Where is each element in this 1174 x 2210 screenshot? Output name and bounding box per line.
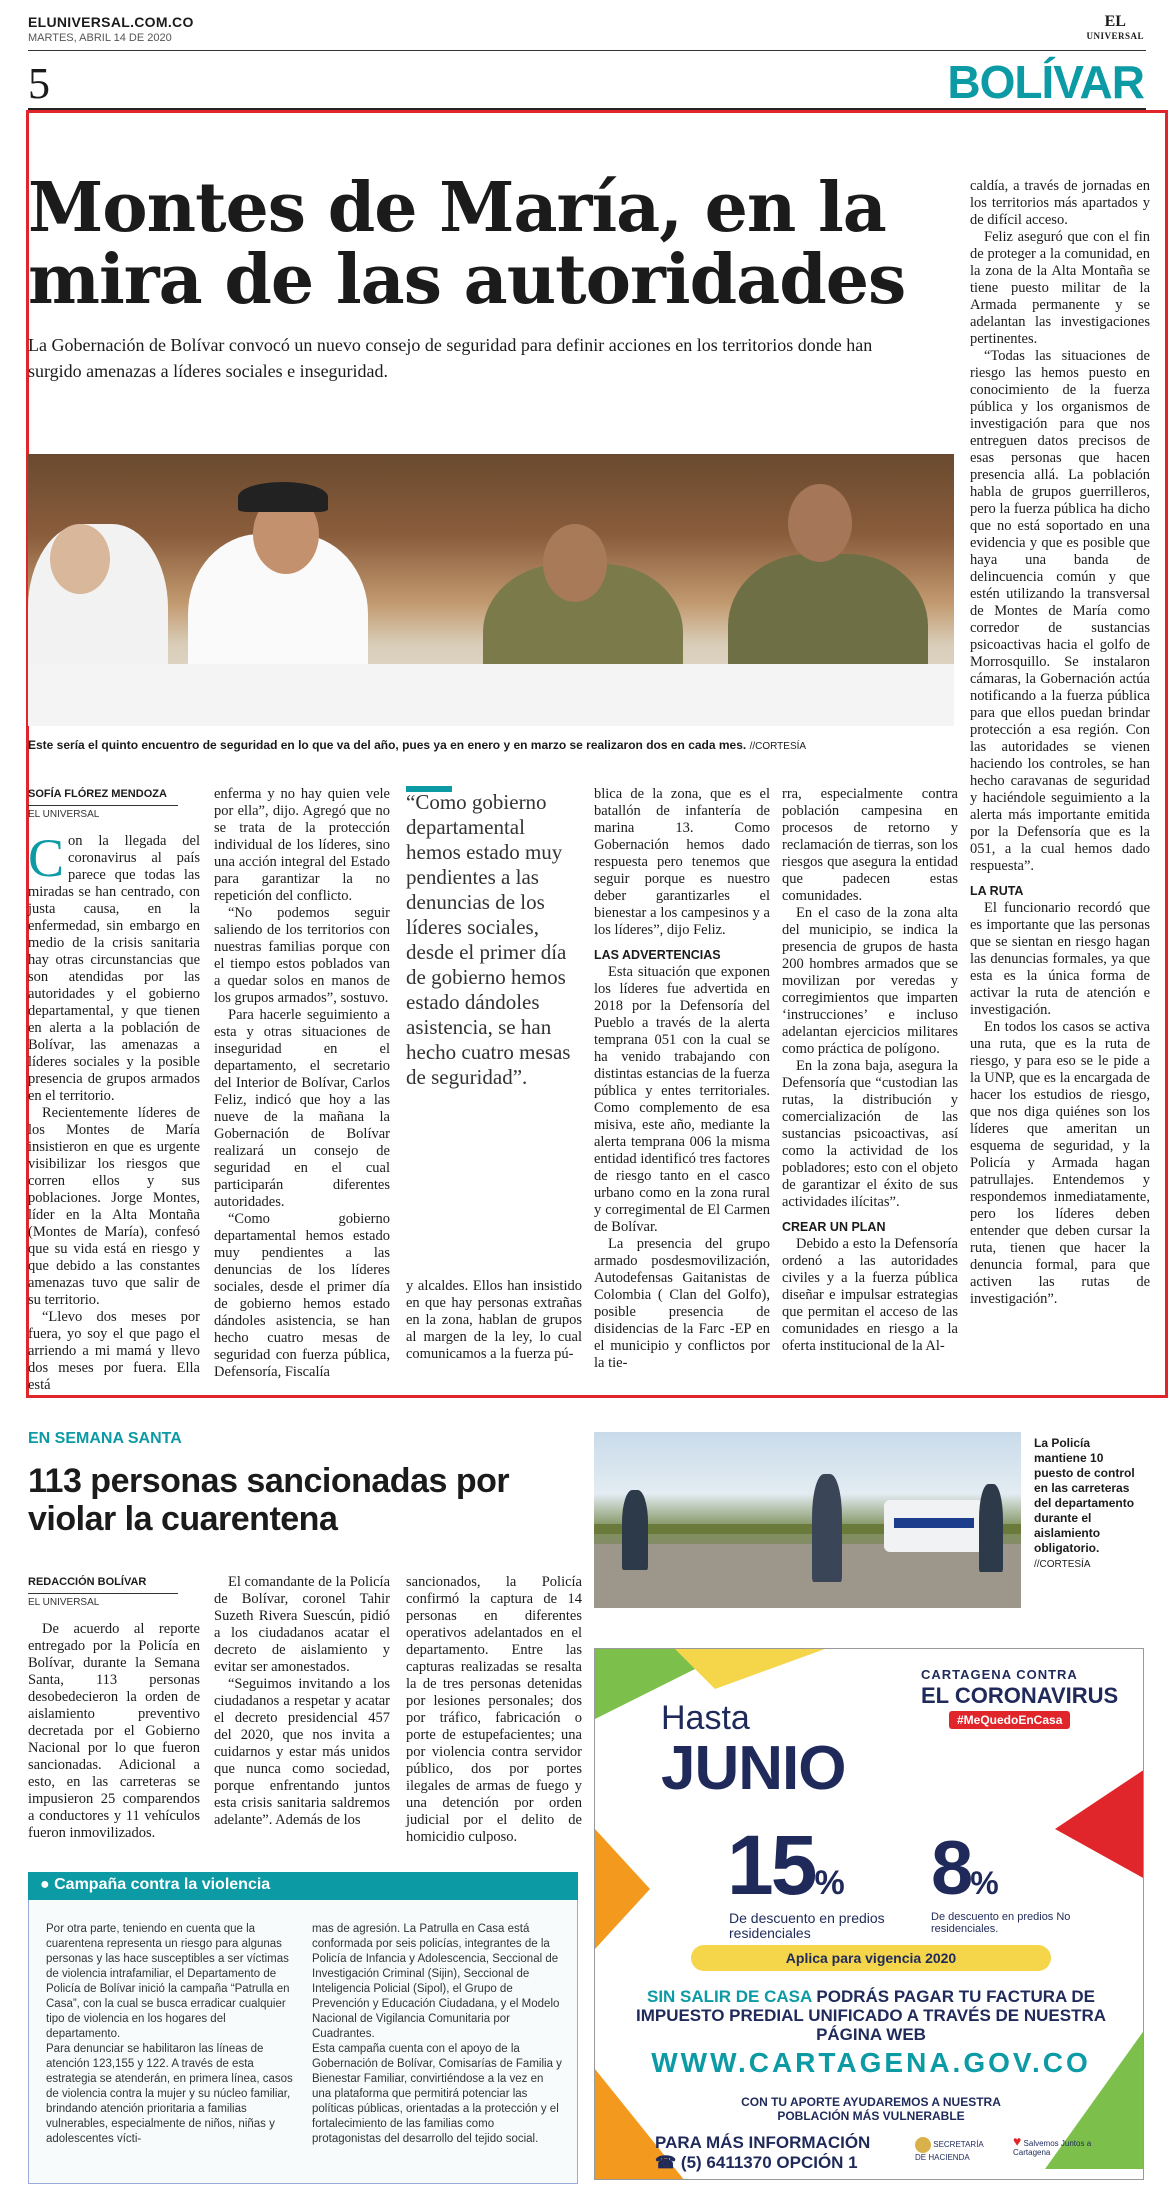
- second-column-2: El comandante de la Policía de Bolívar, coronel Tahir Suzeth Rivera Suescún, pidió a los ciudadanos acatar el decreto de aislamiento y evitar ser amonestados. “Seguimos invitando a los ciudadanos a respetar y acatar el decreto presidencial 457 del 2020, que nos invita a cuidarnos y estar más unidos que nunca como sociedad, porque enfrentando juntos esta crisis sanitaria saldremos adelante”. Además de los: [214, 1574, 390, 1828]
- ad-url[interactable]: WWW.CARTAGENA.GOV.CO: [651, 2047, 1091, 2078]
- checkpoint-caption: La Policía mantiene 10 puesto de control en las carreteras del departamento durante el aislamiento obligatorio. //CORTESÍA: [1034, 1436, 1135, 1570]
- newspaper-logo: EL UNIVERSAL: [1086, 13, 1144, 41]
- ad-discount-15: 15%: [727, 1818, 842, 1912]
- second-byline: REDACCIÓN BOLÍVAR: [28, 1574, 178, 1594]
- main-byline: SOFÍA FLÓREZ MENDOZA: [28, 786, 178, 806]
- main-byline-org: EL UNIVERSAL: [28, 809, 100, 820]
- seal-icon: [915, 2137, 931, 2153]
- article-column-4: blica de la zona, que es el batallón de infantería de marina 13. Como Gobernación hemos dado respuesta pero tenemos que seguir porque es nuestro deber garantizarles el bienestar a los campesinos y a los líderes”, dijo Feliz. LAS ADVERTENCIAS Esta situación que exponen los líderes fue advertida en 2018 por la Defensoría del Pueblo a través de la alerta temprana 051 con la cual se ha venido trabajando con distintas estancias de la fuerza pública y entes territoriales. Como complemento de esa misiva, este año, mediante la alerta temprana 006 la misma entidad identificó tres factores de riesgo tanto en el casco urbano como en la zona rural y corregimental de El Carmen de Bolívar. La presencia del grupo armado posdesmovilización, Autodefensas Gaitanistas de Colombia ( Clan del Golfo), posible presencia de disidencias de la Farc -EP en el municipio y conflictos por la tie-: [594, 786, 770, 1371]
- second-headline: 113 personas sancionadas por violar la cuarentena: [28, 1462, 510, 1538]
- article-column-2: enferma y no hay quien vele por ella”, dijo. Agregó que no se trata de la protección individual de los líderes, sino una acción integral del Estado para garantizar la no repetición del conflicto. “No podemos seguir saliendo de los territorios con nuestras familias porque con el tiempo estos poblados van a quedar solos en manos de los grupos armados”, sostuvo. Para hacerle seguimiento a esta y otras situaciones de inseguridad en el departamento, el secretario del Interior de Bolívar, Carlos Feliz, indicó que hoy a las nueve de la mañana la Gobernación de Bolívar realizará un consejo de seguridad en el cual participarán diferentes autoridades. “Como gobierno departamental hemos estado muy pendientes a las denuncias de los líderes sociales, desde el primer día de gobierno hemos estado dándoles asistencia, se han hecho cuatro mesas de seguridad con fuerza pública, Defensoría, Fiscalía: [214, 786, 390, 1380]
- ad-junio: JUNIO: [661, 1734, 846, 1803]
- phone-icon: ☎: [655, 2153, 677, 2172]
- section-title: BOLÍVAR: [947, 56, 1144, 108]
- main-headline: Montes de María, en la mira de las autoridades: [28, 168, 906, 320]
- campaign-column-1: Por otra parte, teniendo en cuenta que la cuarentena representa un riesgo para algunas personas y las hace susceptibles a ser víctimas de violencia intrafamiliar, el Departamento de Policía de Bolívar inició la campaña “Patrulla en Casa”, con la cual se busca erradicar cualquier tipo de violencia en los hogares del departamento. Para denunciar se habilitaron las líneas de atención 123,155 y 122. A través de esta estrategia se atenderán, en primera línea, casos de violencia contra la mujer y su núcleo familiar, brindando atención prioritaria a familias vulnerables, especialmente de niños, niñas y adolescentes vícti-: [46, 1923, 293, 2145]
- drop-cap: C: [28, 828, 65, 888]
- ad-vigencia: Aplica para vigencia 2020: [691, 1945, 1051, 1971]
- second-column-1: REDACCIÓN BOLÍVAR EL UNIVERSAL De acuerdo al reporte entregado por la Policía en Bolívar, durante la Semana Santa, 113 personas desobedecieron la orden de aislamiento preventivo decretada por el Gobierno Nacional por lo que fueron sancionadas. Adicional a esto, en las carreteras se impusieron 25 comparendos a conductores y 11 vehículos fueron inmovilizados.: [28, 1576, 200, 1841]
- issue-date: MARTES, ABRIL 14 DE 2020: [28, 32, 172, 44]
- top-rule: [28, 50, 1146, 51]
- ad-logo-hacienda: SECRETARÍA DE HACIENDA: [915, 2137, 995, 2162]
- ad-phone: ☎ (5) 6411370 OPCIÓN 1: [655, 2153, 858, 2172]
- tax-advertisement: [594, 1648, 1144, 2180]
- article-column-6: caldía, a través de jornadas en los territorios más apartados y de difícil acceso. Feliz aseguró que con el fin de proteger a la comunidad, en la zona de la Alta Montaña se tiene puesto militar de la Armada permanente y se adelantan las investigaciones pertinentes. “Todas las situaciones de riesgo las hemos puesto en conocimiento de la fuerza pública y los organismos de investigación para que nos entreguen datos precisos de esas personas que hacen presencia allá. La población habla de grupos guerrilleros, pero la fuerza pública ha dicho que no está soportado en una evidencia y que es posible que haya una banda de delincuencia común y que estén utilizando la transversal de Montes de María como corredor de sustancias psicoactivas hacia el golfo de Morrosquillo. Se instalaron cámaras, la Gobernación actúa notificando a la fuerza pública para que ellos puedan brindar protección a esa región. Con las autoridades se vienen haciendo los controles, se han hecho caravanas de seguridad y haciéndole seguimiento a la alerta más importante emitida por la Defensoría que es la 051, a la cual hemos dado respuesta”. LA RUTA El funcionario recordó que es importante que las personas que se sientan en riesgo hagan las denuncias formales, ya que esta es la única forma de activar la ruta de atención e investigación. En todos los casos se activa una ruta, que es la ruta de riesgo, y para eso se le pide a la UNP, que es la encargada de hacer los estudios de riesgo, que nos diga quiénes son los líderes que ameritan un esquema de seguridad, y la Policía y Armada hagan patrullajes. Entendemos y respondemos inmediatamente, pero los líderes deben entender que deben cursar la ruta, tienen que hacer la denuncia formal, para que activen las rutas de investigación”.: [970, 178, 1150, 1307]
- ad-title: EL CORONAVIRUS: [921, 1683, 1119, 1708]
- ad-logo-cartagena: ♥ Salvemos Juntos a Cartagena: [1013, 2133, 1092, 2157]
- second-byline-org: EL UNIVERSAL: [28, 1597, 100, 1608]
- checkpoint-photo: [594, 1432, 1021, 1608]
- second-column-3: sancionados, la Policía confirmó la captura de 14 personas en diferentes operativos adelantados en el departamento. Entre las capturas realizadas se resalta la de tres personas detenidas por lesiones personales; dos por tráfico, fabricación o porte de estupefacientes; una por violencia contra servidor público, dos por portes ilegales de armas de fuego y una detención por orden judicial por el delito de homicidio culposo.: [406, 1574, 582, 1845]
- pullquote: “Como gobierno departamental hemos estado muy pendientes a las denuncias de los líderes sociales, desde el primer día de gobierno hemos estado dándoles asistencia, se han hecho cuatro mesas de seguridad”.: [406, 790, 571, 1089]
- main-photo-caption: Este sería el quinto encuentro de seguridad en lo que va del año, pues ya en enero y en marzo se realizaron dos en cada mes. //CORTESÍA: [28, 738, 807, 752]
- ad-discount-8-label: De descuento en predios No residenciales.: [931, 1911, 1071, 1935]
- article-column-3: y alcaldes. Ellos han insistido en que hay personas extrañas en la zona, hablan de grupos al margen de la ley, lo cual comunicamos a la fuerza pú-: [406, 1278, 582, 1362]
- site-name: ELUNIVERSAL.COM.CO: [28, 14, 194, 30]
- ad-discount-15-label: De descuento en predios residenciales: [729, 1910, 885, 1941]
- campaign-column-2: mas de agresión. La Patrulla en Casa está conformada por seis policías, integrantes de la Policía de Infancia y Adolescencia, Seccional de Investigación Criminal (Sijin), Seccional de Inteligencia Policial (Sipol), el Grupo de Prevención y Educación Ciudadana, y el Modelo Nacional de Vigilancia Comunitaria por Cuadrantes. Esta campaña cuenta con el apoyo de la Gobernación de Bolívar, Comisarías de Familia y Bienestar Familiar, convirtiéndose a la vez en una plataforma que permitirá potenciar las políticas públicas, orientadas a la protección y el fortalecimiento de las familias como protagonistas del desarrollo del tejido social.: [312, 1923, 562, 2145]
- article-column-5: rra, especialmente contra población campesina en procesos de retorno y reclamación de tierras, son los riesgos que asegura la entidad que padecen estas comunidades. En el caso de la zona alta del municipio, se indica la presencia de grupos de hasta 200 hombres armados que se movilizan por veredas y corregimientos que imparten ‘instrucciones’ e incluso adelantan ejercicios militares como práctica de polígono. En la zona baja, asegura la Defensoría que “custodian las rutas, la distribución y comercialización de las sustancias psicoactivas, así como la actividad de los pobladores; esto con el objeto de garantizar el éxito de sus actividades ilícitas”. CREAR UN PLAN Debido a esto la Defensoría ordenó a las autoridades civiles y a la fuerza pública diseñar e impulsar estrategias que permitan el acceso de las comunidades en riesgo a la oferta institucional de la Al-: [782, 786, 958, 1354]
- second-kicker: EN SEMANA SANTA: [28, 1430, 182, 1447]
- ad-support: CON TU APORTE AYUDAREMOS A NUESTRA POBLACIÓN MÁS VULNERABLE: [741, 2095, 1001, 2123]
- subhead-ruta: LA RUTA: [970, 884, 1024, 898]
- heart-icon: ♥: [1013, 2133, 1022, 2149]
- subhead-plan: CREAR UN PLAN: [782, 1220, 886, 1234]
- ad-hashtag: #MeQuedoEnCasa: [949, 1711, 1070, 1729]
- ad-discount-8: 8%: [931, 1826, 996, 1911]
- ad-top-line: CARTAGENA CONTRA: [921, 1667, 1078, 1682]
- subhead-advertencias: LAS ADVERTENCIAS: [594, 948, 721, 962]
- main-deck: La Gobernación de Bolívar convocó un nuevo consejo de seguridad para definir acciones en los territorios donde han surgido amenazas a líderes sociales e inseguridad.: [28, 335, 873, 381]
- campaign-box-title: ● Campaña contra la violencia: [28, 1872, 578, 1900]
- ad-info: PARA MÁS INFORMACIÓN: [655, 2133, 871, 2152]
- page-number: 5: [28, 59, 50, 108]
- ad-hasta: Hasta: [661, 1699, 750, 1737]
- article-column-1: SOFÍA FLÓREZ MENDOZA EL UNIVERSAL Con la llegada del coronavirus al país parece que todas las miradas se han centrado, con justa causa, en la enfermedad, sin embargo en medio de la crisis sanitaria hay otras circunstancias que son atendidas por las autoridades y el gobierno departamental, y que tienen en alerta a la población de Bolívar, las amenazas a líderes sociales y la posible presencia de grupos armados en el territorio. Recientemente líderes de los Montes de María insistieron en que es urgente visibilizar los riesgos que corren ellos y sus poblaciones. Jorge Montes, líder en la Alta Montaña (Montes de María), confesó que su vida está en riesgo y que debido a las constantes amenazas tuvo que salir de su territorio. “Llevo dos meses por fuera, yo soy el que pago el arriendo a mi mamá y llevo dos meses por fuera. Ella está: [28, 788, 200, 1393]
- main-photo: [28, 454, 954, 726]
- ad-pay-text: SIN SALIR DE CASA PODRÁS PAGAR TU FACTURA DE IMPUESTO PREDIAL UNIFICADO A TRAVÉS DE NUESTRA PÁGINA WEB: [635, 1987, 1107, 2044]
